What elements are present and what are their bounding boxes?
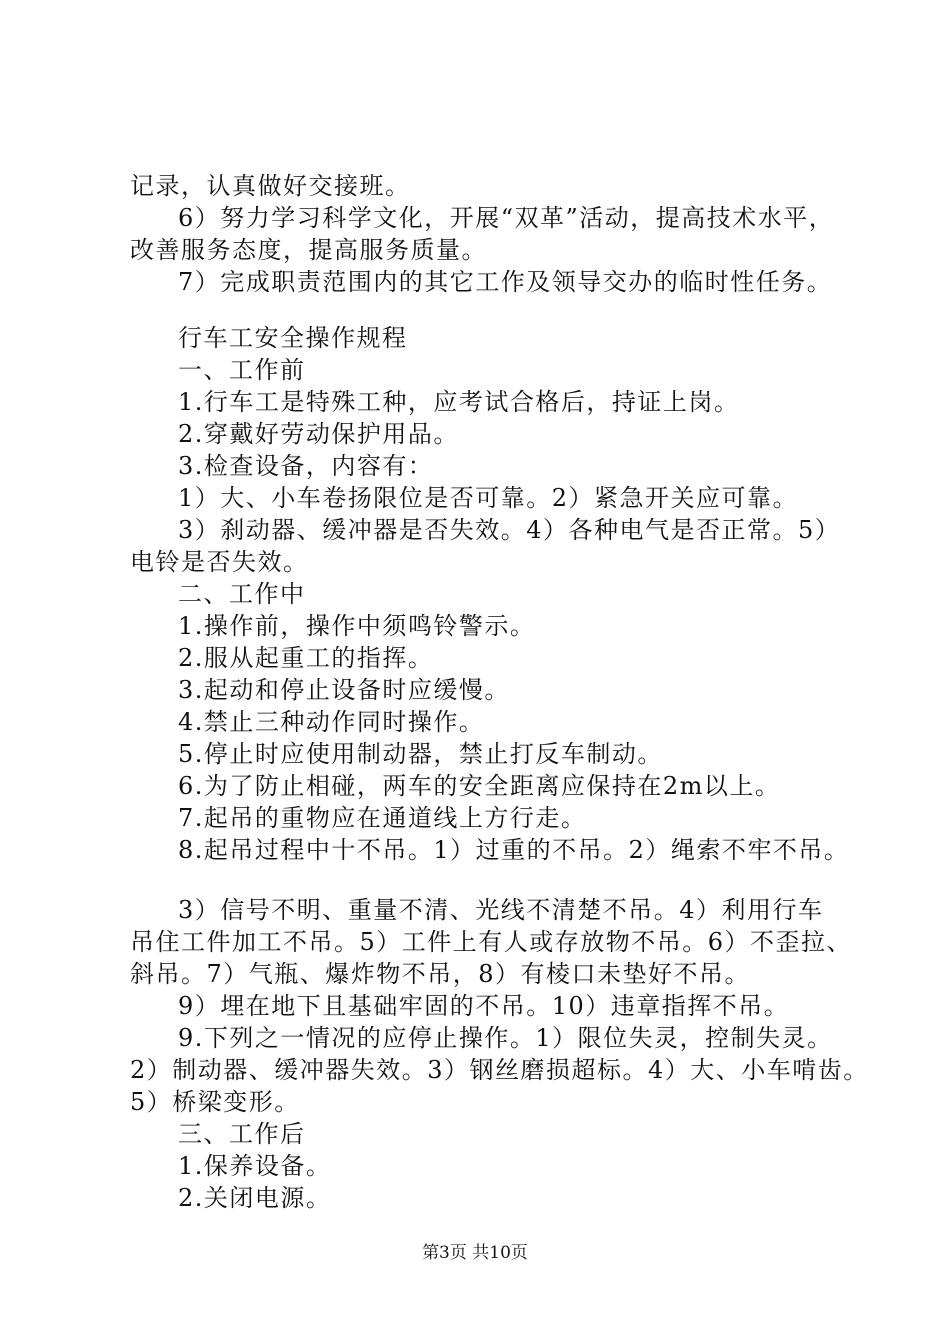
text-line: 9.下列之一情况的应停止操作。1）限位失灵，控制失灵。 [178,1024,833,1052]
text-line: 7.起吊的重物应在通道线上方行走。 [178,804,587,832]
text-line: 记录，认真做好交接班。 [130,172,411,200]
paragraph-gap [130,298,850,322]
text-line: 电铃是否失效。 [130,548,309,576]
text-line: 吊住工件加工不吊。5）工件上有人或存放物不吊。6）不歪拉、 [130,928,853,956]
text-line: 3.起动和停止设备时应缓慢。 [178,676,510,704]
text-line: 7）完成职责范围内的其它工作及领导交办的临时性任务。 [178,268,833,296]
text-line: 改善服务态度，提高服务质量。 [130,236,487,264]
section-heading: 一、工作前 [178,356,306,384]
text-line: 2.穿戴好劳动保护用品。 [178,420,459,448]
text-line: 5）桥梁变形。 [130,1088,300,1116]
text-line: 1.操作前，操作中须鸣铃警示。 [178,612,536,640]
text-line: 6）努力学习科学文化，开展“双革”活动，提高技术水平， [178,204,835,232]
text-line: 5.停止时应使用制动器，禁止打反车制动。 [178,740,663,768]
text-line: 1.行车工是特殊工种，应考试合格后，持证上岗。 [178,388,740,416]
text-line: 3）信号不明、重量不清、光线不清楚不吊。4）利用行车 [178,896,824,924]
section-heading: 三、工作后 [178,1120,306,1148]
text-line: 6.为了防止相碰，两车的安全距离应保持在2m以上。 [178,772,781,800]
paragraph-gap [130,866,850,894]
text-line: 8.起吊过程中十不吊。1）过重的不吊。2）绳索不牢不吊。 [178,836,850,864]
section-heading: 二、工作中 [178,580,306,608]
text-line: 3.检查设备，内容有： [178,452,434,480]
text-line: 斜吊。7）气瓶、爆炸物不吊，8）有棱口未垫好不吊。 [130,960,751,988]
text-line: 4.禁止三种动作同时操作。 [178,708,485,736]
text-line: 2.关闭电源。 [178,1184,332,1212]
text-line: 9）埋在地下且基础牢固的不吊。10）违章指挥不吊。 [178,992,790,1020]
text-line: 2.服从起重工的指挥。 [178,644,434,672]
page-indicator: 第3页 共10页 [422,1243,528,1263]
document-body [130,170,869,1214]
text-line: 3）刹动器、缓冲器是否失效。4）各种电气是否正常。5） [178,516,841,544]
section-title: 行车工安全操作规程 [178,324,408,352]
text-line: 2）制动器、缓冲器失效。3）钢丝磨损超标。4）大、小车啃齿。 [130,1056,869,1084]
text-line: 1）大、小车卷扬限位是否可靠。2）紧急开关应可靠。 [178,484,799,512]
text-line: 1.保养设备。 [178,1152,332,1180]
